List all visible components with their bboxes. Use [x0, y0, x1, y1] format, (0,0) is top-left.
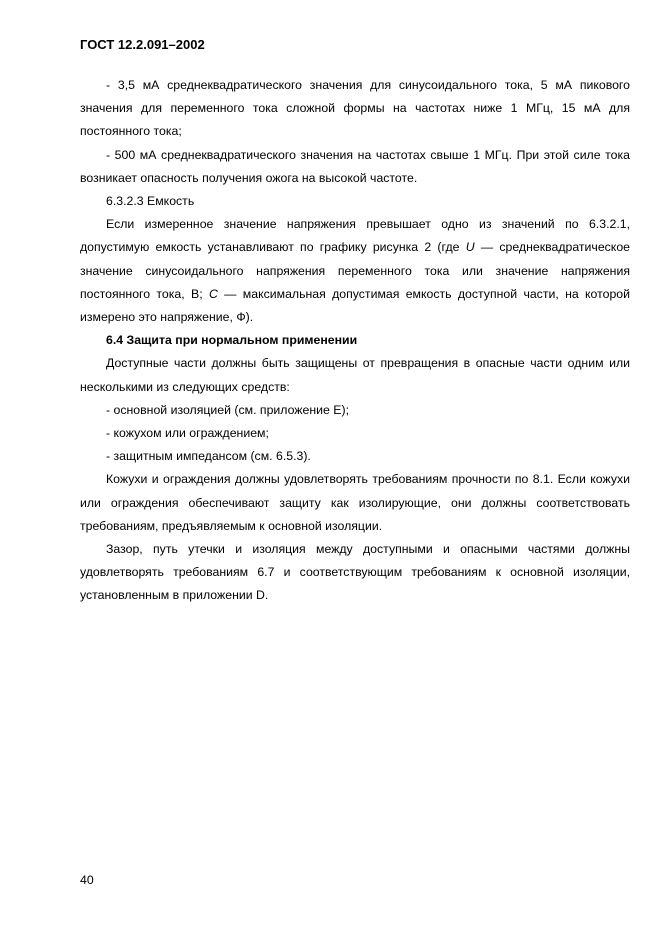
paragraph-clearance: Зазор, путь утечки и изоляция между доступными и опасными частями должны удовлетворять требованиям 6.7 и соответствующим требованиям к основной изоляции, установленным в приложении D.	[80, 542, 630, 603]
list-item-basic-insulation: - основной изоляцией (см. приложение Е);	[106, 402, 349, 417]
section-heading-6-3-2-3: 6.3.2.3 Емкость	[106, 194, 195, 209]
symbol-c: C	[208, 286, 218, 301]
list-item-current-limit-1: - 3,5 мА среднеквадратического значения для синусоидального тока, 5 мА пикового значения для переменного тока сложной формы на частотах ниже 1 МГц, 15 мА для постоянного тока;	[80, 78, 630, 139]
section-heading-6-4: 6.4 Защита при нормальном применении	[106, 333, 358, 348]
list-item-protective-impedance: - защитным импедансом (см. 6.5.3).	[106, 449, 311, 464]
paragraph-protection-means: Доступные части должны быть защищены от превращения в опасные части одним или несколькими из следующих средств:	[80, 356, 630, 394]
text-part-b: — среднеквадратическое значение синусоидального напряжения переменного тока или значение напряжения постоянного тока, В;	[80, 240, 630, 301]
list-item-enclosure: - кожухом или ограждением;	[106, 426, 269, 441]
page-number: 40	[80, 873, 94, 887]
text-part-d: — максимальная допустимая емкость доступной части, на которой измерено это напряжение, Ф).	[80, 286, 630, 325]
list-item-current-limit-2: - 500 мА среднеквадратического значения на частотах свыше 1 МГц. При этой силе тока возникает опасность получения ожога на высокой частоте.	[80, 147, 630, 185]
document-header: ГОСТ 12.2.091–2002	[80, 37, 205, 52]
paragraph-enclosures: Кожухи и ограждения должны удовлетворять требованиям прочности по 8.1. Если кожухи или ограждения обеспечивают защиту как изолирующие, они должны соответствовать требованиям, предъявляемым к основной изоляции.	[80, 472, 630, 533]
symbol-u: U	[465, 240, 475, 255]
document-body	[80, 74, 630, 608]
paragraph-capacitance	[80, 213, 630, 329]
text-part-a: Если измеренное значение напряжения превышает одно из значений по 6.3.2.1, допустимую емкость устанавливают по графику рисунка 2 (где	[80, 217, 630, 255]
